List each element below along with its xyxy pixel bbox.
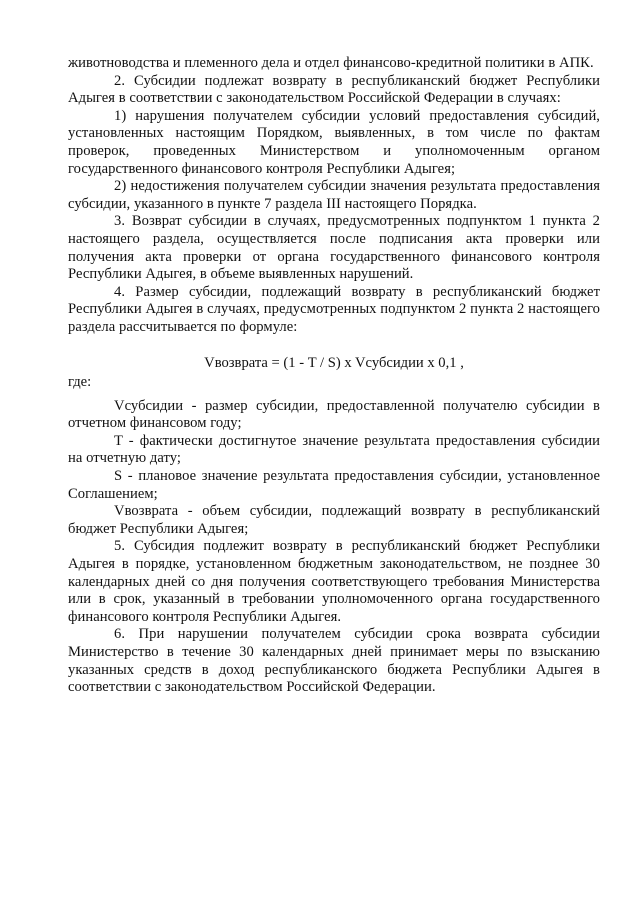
document-body [68, 55, 600, 697]
paragraph-clause-3: 3. Возврат субсидии в случаях, предусмотренных подпунктом 1 пункта 2 настоящего раздела, осуществляется после подписания акта проверки или получения акта проверки от органа государственного финансового контроля Республики Адыгея, в объеме выявленных нарушений. [68, 213, 600, 283]
definition-s: S - плановое значение результата предоставления субсидии, установленное Соглашением; [68, 468, 600, 502]
refund-formula: Vвозврата = (1 - T / S) x Vсубсидии x 0,1 , [204, 354, 464, 371]
paragraph-clause-5: 5. Субсидия подлежит возврату в республиканский бюджет Республики Адыгея в порядке, установленном бюджетным законодательством, не позднее 30 календарных дней со дня получения соответствующего требования Министерства или в срок, указанный в требовании уполномоченного органа государственного финансового контроля Республики Адыгея. [68, 538, 600, 625]
paragraph-continuation: животноводства и племенного дела и отдел финансово-кредитной политики в АПК. [68, 55, 594, 71]
paragraph-subclause-1: 1) нарушения получателем субсидии условий предоставления субсидий, установленных настоящим Порядком, выявленных, в том числе по фактам проверок, проведенных Министерством и уполномоченным органом государственного финансового контроля Республики Адыгея; [68, 107, 600, 177]
definition-v-refund: Vвозврата - объем субсидии, подлежащий возврату в республиканский бюджет Республики Адыгея; [68, 503, 600, 537]
definition-t: T - фактически достигнутое значение результата предоставления субсидии на отчетную дату; [68, 432, 600, 467]
definition-v-subsidy: Vсубсидии - размер субсидии, предоставленной получателю субсидии в отчетном финансовом году; [68, 397, 600, 432]
where-label: где: [68, 374, 92, 391]
paragraph-clause-4: 4. Размер субсидии, подлежащий возврату в республиканский бюджет Республики Адыгея в случаях, предусмотренных подпунктом 2 пункта 2 настоящего раздела рассчитывается по формуле: [68, 283, 600, 335]
paragraph-clause-2: 2. Субсидии подлежат возврату в республиканский бюджет Республики Адыгея в соответствии с законодательством Российской Федерации в случаях: [68, 72, 600, 107]
paragraph-clause-6: 6. При нарушении получателем субсидии срока возврата субсидии Министерство в течение 30 календарных дней принимает меры по взысканию указанных средств в доход республиканского бюджета Республики Адыгея в соответствии с законодательством Российской Федерации. [68, 626, 600, 696]
paragraph-subclause-2: 2) недостижения получателем субсидии значения результата предоставления субсидии, указанного в пункте 7 раздела III настоящего Порядка. [68, 178, 600, 212]
